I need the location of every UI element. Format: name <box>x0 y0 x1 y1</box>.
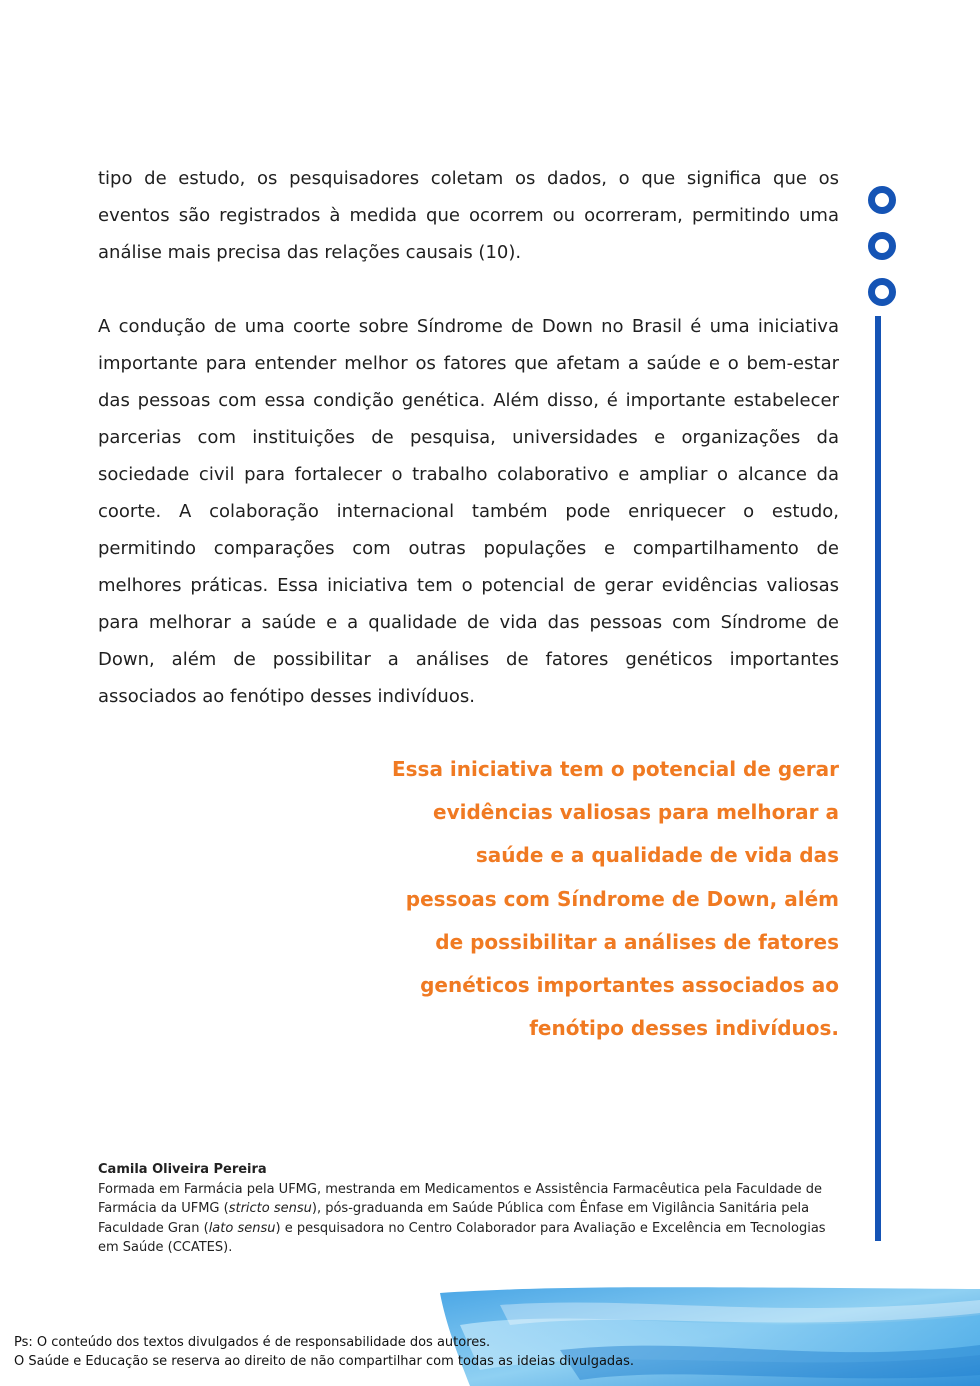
pull-quote-line: genéticos importantes associados ao <box>420 973 839 998</box>
author-bio-text: ) e pesquisadora no Centro Colaborador para Avaliação e Excelência em Tecnologias em Saúde (CCATES). <box>98 1220 826 1255</box>
author-bio <box>98 1160 838 1258</box>
pull-quote <box>370 748 839 1050</box>
pull-quote-line: saúde e a qualidade de vida das <box>475 843 839 868</box>
disclaimer-line: Ps: O conteúdo dos textos divulgados é de responsabilidade dos autores. <box>14 1335 491 1350</box>
disclaimer-line: O Saúde e Educação se reserva ao direito de não compartilhar com todas as ideias divulgadas. <box>14 1354 635 1369</box>
body-paragraph: A condução de uma coorte sobre Síndrome de Down no Brasil é uma iniciativa importante para entender melhor os fatores que afetam a saúde e o bem-estar das pessoas com essa condição genética. Além disso, é importante estabelecer parcerias com instituições de pesquisa, universidades e organizações da sociedade civil para fortalecer o trabalho colaborativo e ampliar o alcance da coorte. A colaboração internacional também pode enriquecer o estudo, permitindo comparações com outras populações e compartilhamento de melhores práticas. Essa iniciativa tem o potencial de gerar evidências valiosas para melhorar a saúde e a qualidade de vida das pessoas com Síndrome de Down, além de possibilitar a análises de fatores genéticos importantes associados ao fenótipo desses indivíduos. <box>98 316 839 707</box>
author-bio-italic: stricto sensu <box>228 1201 312 1216</box>
pull-quote-line: evidências valiosas para melhorar a <box>433 800 839 825</box>
circle-decoration-icon <box>868 232 896 260</box>
pull-quote-line: fenótipo desses indivíduos. <box>529 1016 839 1041</box>
author-bio-text: ), pós-graduanda em Saúde Pública com Ênfase em Vigilância Sanitária pela Faculdade Gran ( <box>98 1201 810 1236</box>
pull-quote-line: Essa iniciativa tem o potencial de gerar <box>391 757 839 781</box>
author-bio-text: Formada em Farmácia pela UFMG, mestranda em Medicamentos e Assistência Farmacêutica pela Faculdade de Farmácia da UFMG ( <box>98 1181 823 1216</box>
footer-disclaimer <box>14 1333 714 1371</box>
author-name: Camila Oliveira Pereira <box>98 1162 267 1177</box>
author-bio-italic: lato sensu <box>208 1220 276 1236</box>
circle-decoration-icon <box>868 186 896 214</box>
body-paragraph: tipo de estudo, os pesquisadores coletam os dados, o que significa que os eventos são registrados à medida que ocorrem ou ocorreram, permitindo uma análise mais precisa das relações causais (10). <box>98 168 839 263</box>
pull-quote-line: de possibilitar a análises de fatores <box>435 929 839 954</box>
pull-quote-line: pessoas com Síndrome de Down, além <box>405 886 839 911</box>
circle-decoration-icon <box>868 278 896 306</box>
vertical-accent-line <box>875 316 881 1241</box>
